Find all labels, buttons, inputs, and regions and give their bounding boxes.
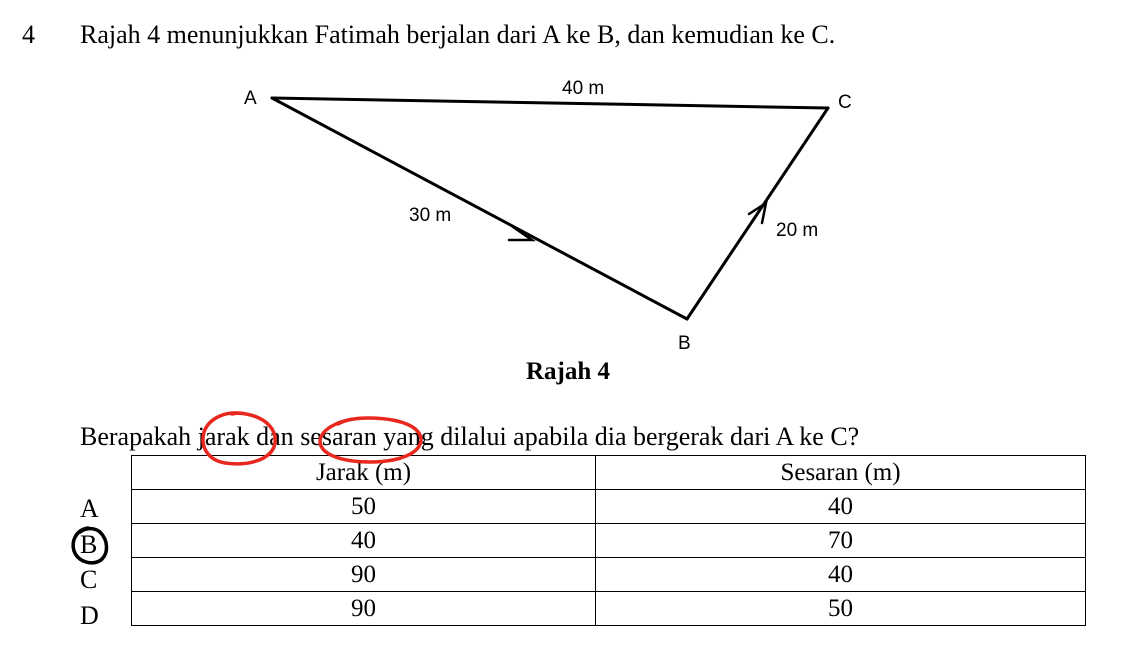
table-row[interactable] bbox=[132, 558, 1086, 592]
table-header-row bbox=[132, 456, 1086, 490]
cell-sesaran: 40 bbox=[596, 558, 1086, 592]
cell-jarak: 90 bbox=[132, 592, 596, 626]
cell-sesaran: 70 bbox=[596, 524, 1086, 558]
prompt-part-3: yang dilalui apabila dia bergerak dari A ke C? bbox=[376, 422, 860, 451]
option-c-label[interactable]: C bbox=[80, 565, 98, 594]
question-number: 4 bbox=[22, 20, 35, 49]
table-row[interactable] bbox=[132, 490, 1086, 524]
edge-bc-label: 20 m bbox=[776, 220, 819, 241]
question-text: Rajah 4 menunjukkan Fatimah berjalan dari A ke B, dan kemudian ke C. bbox=[80, 20, 836, 49]
cell-jarak: 40 bbox=[132, 524, 596, 558]
diagram-caption: Rajah 4 bbox=[526, 358, 611, 385]
point-b-label: B bbox=[678, 333, 691, 354]
prompt-word-sesaran: sesaran bbox=[300, 422, 377, 451]
point-c-label: C bbox=[838, 92, 852, 113]
point-a-label: A bbox=[244, 88, 257, 109]
answer-table bbox=[131, 455, 1086, 626]
edge-ab bbox=[272, 98, 687, 319]
question-prompt bbox=[80, 422, 859, 452]
cell-sesaran: 40 bbox=[596, 490, 1086, 524]
cell-jarak: 90 bbox=[132, 558, 596, 592]
table-row[interactable] bbox=[132, 592, 1086, 626]
edge-ac bbox=[272, 98, 828, 108]
edge-ac-label: 40 m bbox=[562, 78, 605, 99]
edge-ab-label: 30 m bbox=[409, 205, 452, 226]
header-sesaran: Sesaran (m) bbox=[596, 456, 1086, 490]
edge-bc bbox=[687, 108, 828, 319]
option-b-label[interactable]: B bbox=[80, 530, 98, 559]
prompt-word-jarak: jarak bbox=[197, 422, 250, 451]
option-a-label[interactable]: A bbox=[80, 494, 99, 523]
table-row[interactable] bbox=[132, 524, 1086, 558]
cell-jarak: 50 bbox=[132, 490, 596, 524]
prompt-part-2: dan bbox=[249, 422, 301, 451]
option-d-label[interactable]: D bbox=[80, 601, 99, 630]
header-jarak: Jarak (m) bbox=[132, 456, 596, 490]
prompt-part-1: Berapakah bbox=[80, 422, 198, 451]
cell-sesaran: 50 bbox=[596, 592, 1086, 626]
